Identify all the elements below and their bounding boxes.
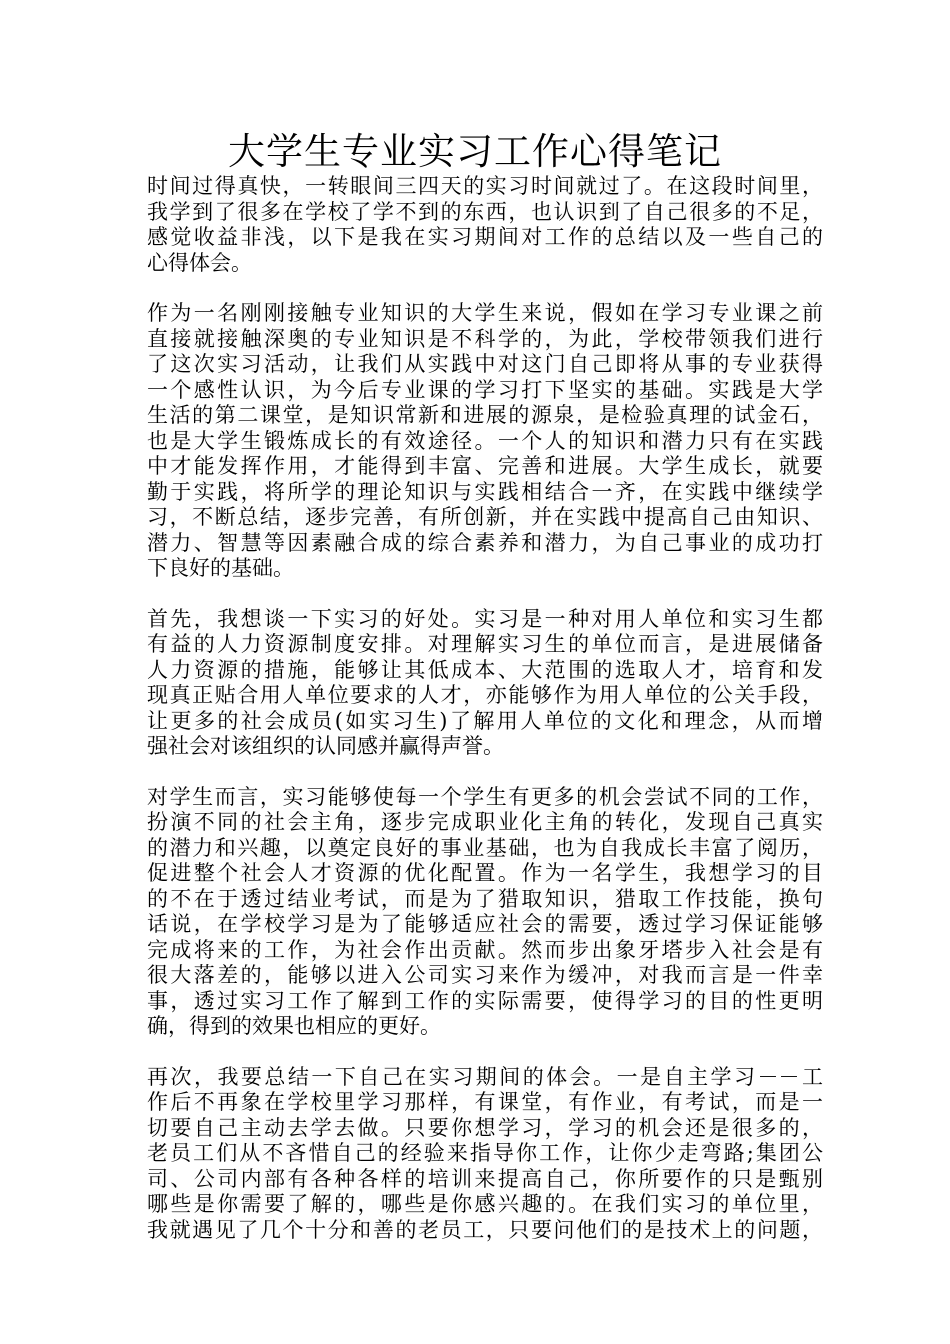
text-line: 下良好的基础。	[147, 556, 294, 580]
text-line: 现真正贴合用人单位要求的人才，亦能够作为用人单位的公关手段，	[147, 683, 823, 707]
text-line: 老员工们从不吝惜自己的经验来指导你工作，让你少走弯路;集团公	[147, 1141, 823, 1165]
text-line: 切要自己主动去学去做。只要你想学习，学习的机会还是很多的，	[147, 1115, 823, 1140]
page-title: 大学生专业实习工作心得笔记	[228, 130, 722, 173]
text-line: 的潜力和兴趣，以奠定良好的事业基础，也为自我成长丰富了阅历，	[147, 835, 823, 860]
text-line: 完成将来的工作，为社会作出贡献。然而步出象牙塔步入社会是有	[147, 937, 823, 962]
text-line: 强社会对该组织的认同感并赢得声誉。	[147, 734, 504, 758]
text-line: 我学到了很多在学校了学不到的东西，也认识到了自己很多的不足，	[147, 199, 823, 224]
text-line: 让更多的社会成员(如实习生)了解用人单位的文化和理念，从而增	[147, 708, 823, 733]
document-body	[147, 174, 823, 1268]
text-line: 事，透过实习工作了解到工作的实际需要，使得学习的目的性更明	[147, 988, 823, 1013]
paragraph-benefits	[147, 607, 823, 760]
paragraph-students	[147, 785, 823, 1040]
text-line: 扮演不同的社会主角，逐步完成职业化主角的转化，发现自己真实	[147, 810, 823, 834]
text-line: 作后不再象在学校里学习那样，有课堂，有作业，有考试，而是一	[147, 1090, 823, 1114]
text-line: 作为一名刚刚接触专业知识的大学生来说，假如在学习专业课之前	[147, 301, 823, 325]
text-line: 中才能发挥作用，才能得到丰富、完善和进展。大学生成长，就要	[147, 454, 823, 478]
text-line: 生活的第二课堂，是知识常新和进展的源泉，是检验真理的试金石，	[147, 403, 823, 427]
text-line: 首先，我想谈一下实习的好处。实习是一种对用人单位和实习生都	[147, 606, 823, 631]
text-line: 时间过得真快，一转眼间三四天的实习时间就过了。在这段时间里，	[147, 174, 823, 198]
text-line: 再次，我要总结一下自己在实习期间的体会。一是自主学习－－工	[147, 1064, 823, 1089]
text-line: 司、公司内部有各种各样的培训来提高自己，你所要作的只是甄别	[147, 1166, 823, 1191]
text-line: 人力资源的措施，能够让其低成本、大范围的选取人才，培育和发	[147, 657, 823, 682]
text-line: 了这次实习活动，让我们从实践中对这门自己即将从事的专业获得	[147, 352, 823, 376]
text-line: 确，得到的效果也相应的更好。	[147, 1014, 441, 1038]
paragraph-experience	[147, 1065, 823, 1244]
text-line: 对学生而言，实习能够使每一个学生有更多的机会尝试不同的工作，	[147, 784, 823, 809]
text-line: 感觉收益非浅，以下是我在实习期间对工作的总结以及一些自己的	[147, 225, 823, 249]
paragraph-intro	[147, 174, 823, 276]
text-line: 有益的人力资源制度安排。对理解实习生的单位而言，是进展储备	[147, 632, 823, 656]
text-line: 我就遇见了几个十分和善的老员工，只要问他们的是技术上的问题，	[147, 1217, 823, 1242]
text-line: 很大落差的，能够以进入公司实习来作为缓冲，对我而言是一件幸	[147, 963, 823, 987]
text-line: 话说，在学校学习是为了能够适应社会的需要，透过学习保证能够	[147, 912, 823, 936]
text-line: 也是大学生锻炼成长的有效途径。一个人的知识和潜力只有在实践	[147, 428, 823, 453]
text-line: 的不在于透过结业考试，而是为了猎取知识，猎取工作技能，换句	[147, 886, 823, 911]
text-line: 促进整个社会人才资源的优化配置。作为一名学生，我想学习的目	[147, 861, 823, 885]
text-line: 潜力、智慧等因素融合成的综合素养和潜力，为自己事业的成功打	[147, 530, 823, 555]
text-line: 哪些是你需要了解的，哪些是你感兴趣的。在我们实习的单位里，	[147, 1192, 823, 1216]
text-line: 一个感性认识，为今后专业课的学习打下坚实的基础。实践是大学	[147, 377, 823, 402]
text-line: 习，不断总结，逐步完善，有所创新，并在实践中提高自己由知识、	[147, 505, 823, 529]
text-line: 勤于实践，将所学的理论知识与实践相结合一齐，在实践中继续学	[147, 479, 823, 504]
text-line: 直接就接触深奥的专业知识是不科学的，为此，学校带领我们进行	[147, 326, 823, 351]
paragraph-purpose	[147, 301, 823, 582]
text-line: 心得体会。	[147, 250, 252, 275]
